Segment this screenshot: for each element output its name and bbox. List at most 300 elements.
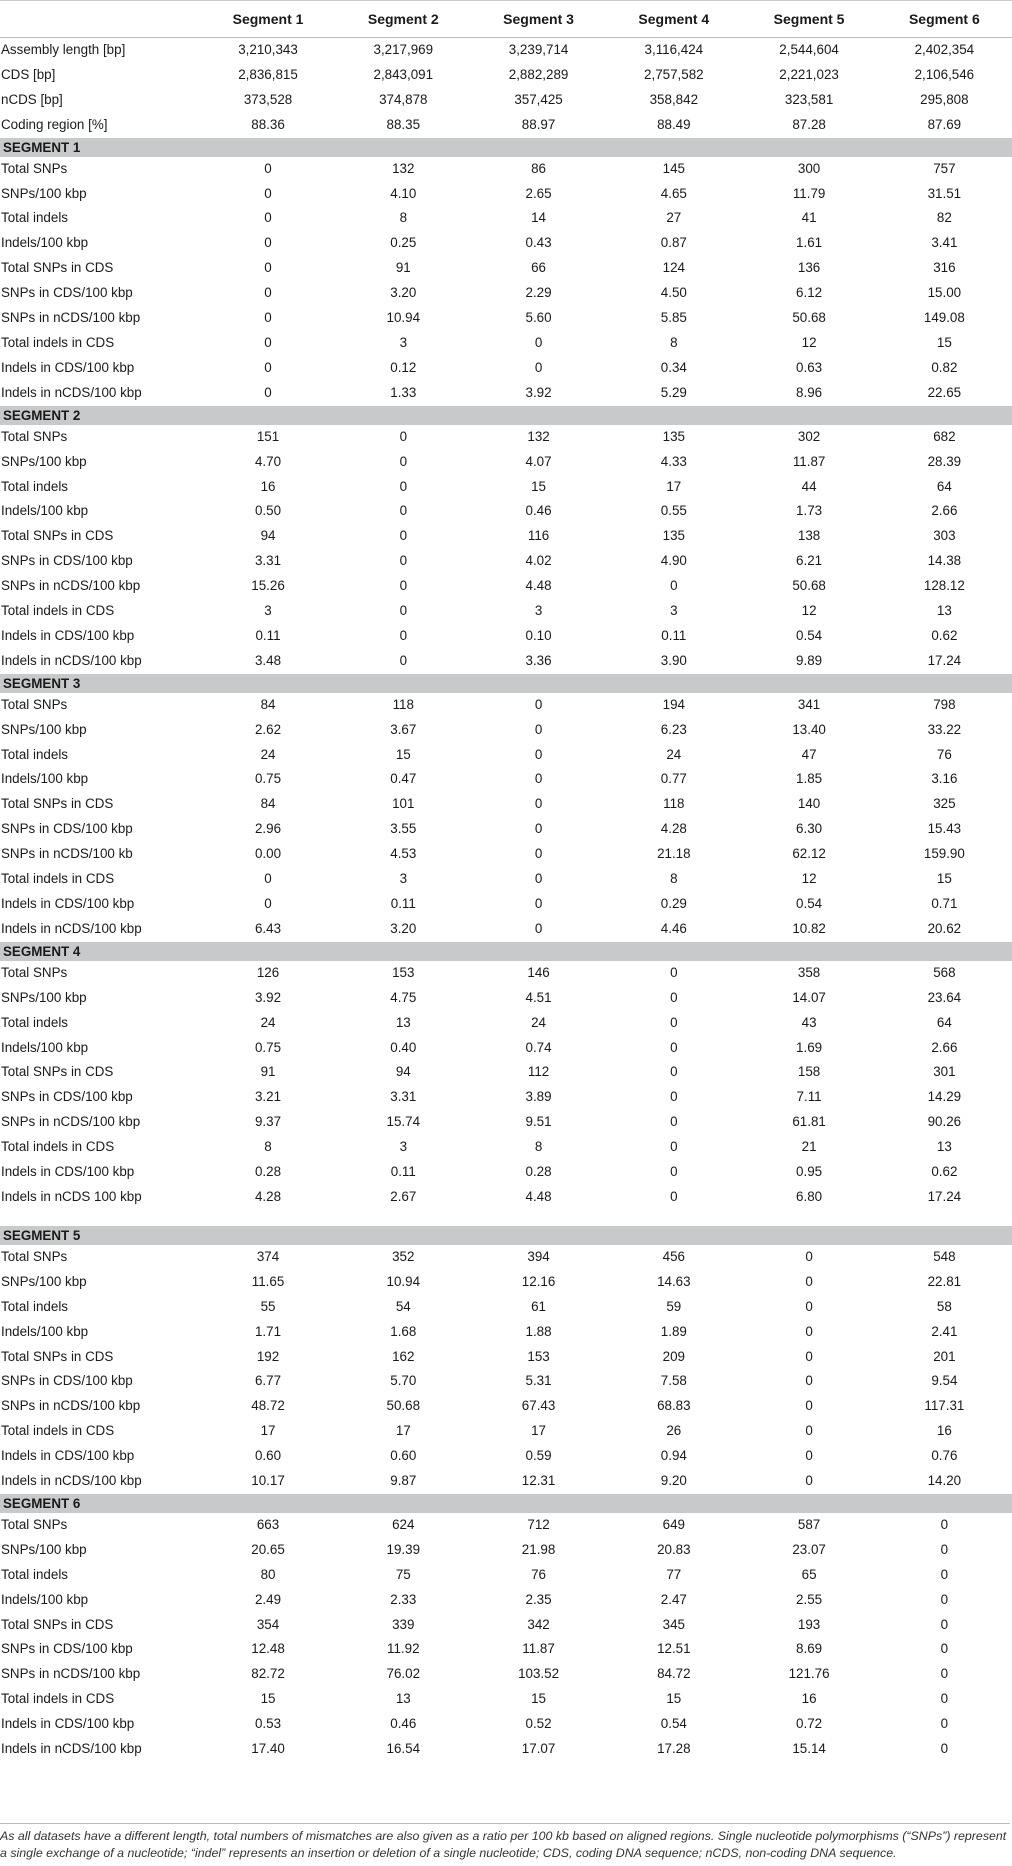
cell-value: 138	[797, 528, 821, 544]
header-row	[0, 1, 1012, 38]
cell-value: 6.23	[660, 721, 687, 737]
cell-value: 3	[399, 1139, 408, 1155]
row-label: Total SNPs in CDS	[1, 1064, 114, 1080]
cell-value: 373,528	[243, 91, 293, 107]
table-row	[0, 1737, 1012, 1762]
cell-value: 15.14	[792, 1741, 826, 1757]
cell-value: 11.79	[792, 185, 826, 201]
cell-value: 0	[805, 1448, 813, 1464]
cell-value: 15	[531, 1691, 546, 1707]
table-row	[0, 231, 1012, 256]
table-row	[0, 306, 1012, 331]
cell-value: 24	[260, 746, 276, 762]
row-label: Assembly length [bp]	[1, 42, 126, 57]
section-header-row	[0, 1226, 1012, 1245]
cell-value: 121.76	[788, 1666, 830, 1682]
cell-value: 17	[260, 1423, 276, 1439]
cell-value: 82.72	[251, 1666, 285, 1682]
row-label: SNPs in nCDS/100 kbp	[1, 578, 141, 594]
cell-value: 0	[670, 578, 678, 594]
row-label: Indels/100 kbp	[1, 235, 89, 251]
cell-value: 341	[797, 696, 821, 712]
cell-value: 0	[805, 1373, 813, 1389]
cell-value: 5.29	[660, 384, 687, 400]
cell-value: 587	[797, 1516, 821, 1532]
cell-value: 0	[940, 1541, 949, 1557]
cell-value: 323,581	[784, 91, 834, 107]
cell-value: 0	[670, 1114, 678, 1130]
cell-value: 153	[392, 964, 415, 980]
cell-value: 5.60	[525, 310, 552, 326]
cell-value: 41	[801, 210, 817, 226]
table-row	[0, 1160, 1012, 1185]
cell-value: 4.28	[660, 821, 687, 837]
cell-value: 17.24	[927, 1188, 962, 1204]
row-label: Total SNPs	[1, 160, 68, 176]
table-row	[0, 792, 1012, 817]
row-label: Indels in CDS/100 kbp	[1, 627, 135, 643]
cell-value: 0	[805, 1298, 813, 1314]
row-label: Total SNPs in CDS	[1, 1616, 114, 1632]
cell-value: 358,842	[649, 91, 699, 107]
row-label: SNPs/100 kbp	[1, 989, 87, 1005]
table-row	[0, 1135, 1012, 1160]
cell-value: 3.92	[254, 989, 282, 1005]
cell-value: 19.39	[386, 1541, 421, 1557]
cell-value: 3.20	[390, 920, 417, 936]
row-label: Indels/100 kbp	[1, 771, 89, 787]
section-title: SEGMENT 4	[0, 942, 1012, 961]
cell-value: 193	[797, 1616, 821, 1632]
row-label: Indels in nCDS 100 kbp	[1, 1188, 142, 1204]
cell-value: 8.96	[796, 384, 823, 400]
row-label: SNPs in CDS/100 kbp	[1, 1641, 133, 1657]
cell-value: 3.92	[525, 384, 552, 400]
cell-value: 11.87	[522, 1641, 555, 1657]
cell-value: 58	[936, 1298, 952, 1314]
cell-value: 84.72	[657, 1666, 691, 1682]
cell-value: 5.31	[525, 1373, 552, 1389]
cell-value: 91	[395, 260, 411, 276]
table-row	[0, 1513, 1012, 1538]
table-row	[0, 624, 1012, 649]
cell-value: 0	[805, 1248, 813, 1264]
cell-value: 12	[801, 603, 817, 619]
cell-value: 2.35	[525, 1591, 552, 1607]
column-header: Segment 6	[877, 1, 1012, 38]
section-header-row	[0, 674, 1012, 693]
cell-value: 4.90	[660, 553, 687, 569]
cell-value: 0	[670, 1164, 678, 1180]
table-row	[0, 1712, 1012, 1737]
cell-value: 0	[399, 652, 408, 668]
cell-value: 17.28	[657, 1741, 691, 1757]
row-label: SNPs in nCDS/100 kbp	[1, 310, 141, 326]
cell-value: 4.51	[525, 989, 552, 1005]
cell-value: 88.97	[521, 116, 556, 132]
cell-value: 151	[256, 428, 280, 444]
cell-value: 568	[933, 964, 956, 980]
cell-value: 0	[534, 359, 543, 375]
cell-value: 0.63	[796, 359, 823, 375]
row-label: Total indels in CDS	[1, 1139, 115, 1155]
row-label: Total SNPs	[1, 428, 68, 444]
row-label: Total indels in CDS	[1, 334, 115, 350]
cell-value: 2,843,091	[373, 66, 434, 82]
column-header: Segment 4	[606, 1, 741, 38]
cell-value: 15	[936, 871, 952, 887]
table-row	[0, 1469, 1012, 1494]
cell-value: 3	[264, 603, 272, 619]
table-row	[0, 599, 1012, 624]
cell-value: 10.94	[386, 1273, 421, 1289]
cell-value: 0.76	[931, 1448, 958, 1464]
table-row	[0, 1060, 1012, 1085]
row-label: SNPs in CDS/100 kbp	[1, 1089, 133, 1105]
cell-value: 316	[933, 260, 956, 276]
cell-value: 20.83	[657, 1541, 691, 1557]
cell-value: 0	[670, 989, 678, 1005]
cell-value: 0.74	[525, 1039, 552, 1055]
cell-value: 3.41	[931, 235, 958, 251]
cell-value: 1.73	[796, 503, 823, 519]
cell-value: 0	[399, 428, 408, 444]
cell-value: 9.87	[390, 1473, 417, 1489]
cell-value: 14.07	[792, 989, 826, 1005]
cell-value: 0	[940, 1691, 949, 1707]
cell-value: 20.65	[251, 1541, 285, 1557]
row-label: Total SNPs	[1, 696, 68, 712]
table-row	[0, 767, 1012, 792]
cell-value: 0.77	[660, 771, 687, 787]
table-row	[0, 574, 1012, 599]
row-label: Indels/100 kbp	[1, 503, 89, 519]
cell-value: 124	[662, 260, 685, 276]
cell-value: 94	[395, 1064, 411, 1080]
spacer-row	[0, 1210, 1012, 1226]
cell-value: 3.21	[254, 1089, 282, 1105]
table-row	[0, 1538, 1012, 1563]
cell-value: 54	[395, 1298, 411, 1314]
section-title: SEGMENT 1	[0, 138, 1012, 157]
table-row	[0, 1295, 1012, 1320]
row-label: SNPs in nCDS/100 kbp	[1, 1114, 141, 1130]
cell-value: 456	[662, 1248, 685, 1264]
cell-value: 2.47	[660, 1591, 687, 1607]
cell-value: 4.07	[525, 453, 552, 469]
cell-value: 0.43	[525, 235, 552, 251]
table-row	[0, 743, 1012, 768]
row-label: Total SNPs	[1, 1248, 68, 1264]
cell-value: 0	[399, 603, 408, 619]
cell-value: 192	[256, 1348, 280, 1364]
cell-value: 2.96	[254, 821, 282, 837]
cell-value: 136	[797, 260, 821, 276]
cell-value: 4.53	[390, 846, 417, 862]
cell-value: 2.41	[931, 1323, 958, 1339]
cell-value: 0	[534, 846, 543, 862]
cell-value: 0.54	[796, 627, 823, 643]
section-header-row	[0, 406, 1012, 425]
cell-value: 2,836,815	[238, 66, 298, 82]
cell-value: 16	[801, 1691, 817, 1707]
cell-value: 17.07	[521, 1741, 556, 1757]
table-row	[0, 842, 1012, 867]
cell-value: 0	[264, 384, 272, 400]
row-label: SNPs in CDS/100 kbp	[1, 553, 133, 569]
cell-value: 4.50	[660, 285, 687, 301]
cell-value: 358	[797, 964, 821, 980]
cell-value: 67.43	[521, 1398, 556, 1414]
cell-value: 14.29	[927, 1089, 962, 1105]
cell-value: 7.58	[660, 1373, 687, 1389]
cell-value: 2.33	[390, 1591, 417, 1607]
cell-value: 325	[933, 796, 956, 812]
cell-value: 159.90	[923, 846, 965, 862]
cell-value: 0	[264, 310, 272, 326]
cell-value: 0	[399, 528, 408, 544]
row-label: SNPs in CDS/100 kbp	[1, 285, 133, 301]
cell-value: 15	[531, 478, 546, 494]
cell-value: 0	[534, 721, 543, 737]
cell-value: 0.29	[660, 896, 687, 911]
cell-value: 3.67	[390, 721, 417, 737]
cell-value: 158	[797, 1064, 821, 1080]
cell-value: 26	[666, 1423, 682, 1439]
section-title: SEGMENT 5	[0, 1226, 1012, 1245]
cell-value: 2.55	[796, 1591, 823, 1607]
cell-value: 9.54	[931, 1373, 958, 1389]
row-label: Total indels in CDS	[1, 603, 115, 619]
cell-value: 0	[805, 1273, 813, 1289]
row-label: Indels in CDS/100 kbp	[1, 1716, 135, 1732]
cell-value: 86	[531, 160, 546, 176]
cell-value: 14.63	[657, 1273, 691, 1289]
cell-value: 0.11	[390, 1164, 416, 1180]
cell-value: 0.71	[931, 896, 958, 911]
cell-value: 12.16	[521, 1273, 556, 1289]
cell-value: 117.31	[924, 1398, 965, 1414]
cell-value: 103.52	[518, 1666, 560, 1682]
cell-value: 0	[264, 285, 272, 301]
cell-value: 0	[940, 1516, 949, 1532]
cell-value: 3.48	[254, 652, 282, 668]
cell-value: 7.11	[796, 1089, 822, 1105]
cell-value: 0.54	[796, 896, 823, 911]
cell-value: 8	[670, 871, 678, 887]
cell-value: 9.20	[660, 1473, 687, 1489]
cell-value: 1.33	[390, 384, 417, 400]
cell-value: 62.12	[792, 846, 826, 862]
cell-value: 0	[534, 746, 543, 762]
cell-value: 374	[256, 1248, 280, 1264]
cell-value: 0.28	[254, 1164, 282, 1180]
table-row	[0, 450, 1012, 475]
cell-value: 0	[940, 1641, 949, 1657]
cell-value: 21.98	[521, 1541, 556, 1557]
cell-value: 3	[399, 871, 408, 887]
cell-value: 2,882,289	[508, 66, 569, 82]
cell-value: 4.10	[390, 185, 417, 201]
cell-value: 0.75	[254, 1039, 282, 1055]
cell-value: 16	[260, 478, 276, 494]
cell-value: 2.66	[931, 503, 958, 519]
cell-value: 14	[531, 210, 546, 226]
column-header: Segment 1	[200, 1, 335, 38]
cell-value: 354	[256, 1616, 280, 1632]
cell-value: 0	[264, 185, 272, 201]
cell-value: 22.81	[927, 1273, 962, 1289]
cell-value: 1.89	[660, 1323, 687, 1339]
cell-value: 1.88	[525, 1323, 552, 1339]
row-label: Total SNPs in CDS	[1, 1348, 114, 1364]
section-header-row	[0, 942, 1012, 961]
table-row	[0, 356, 1012, 381]
cell-value: 0.28	[525, 1164, 552, 1180]
row-label: Indels in nCDS/100 kbp	[1, 652, 142, 668]
section-header-row	[0, 138, 1012, 157]
cell-value: 3.20	[390, 285, 417, 301]
cell-value: 301	[933, 1064, 956, 1080]
cell-value: 75	[395, 1566, 411, 1582]
table-row	[0, 88, 1012, 113]
cell-value: 8	[264, 1139, 272, 1155]
cell-value: 6.30	[796, 821, 823, 837]
cell-value: 132	[527, 428, 550, 444]
cell-value: 77	[666, 1566, 682, 1582]
row-label: Total SNPs in CDS	[1, 796, 114, 812]
cell-value: 0.11	[661, 627, 687, 643]
table-row	[0, 1270, 1012, 1295]
cell-value: 16	[936, 1423, 952, 1439]
cell-value: 15.74	[386, 1114, 421, 1130]
cell-value: 82	[936, 210, 952, 226]
row-label: nCDS [bp]	[1, 91, 63, 107]
table-row	[0, 113, 1012, 138]
cell-value: 64	[936, 478, 952, 494]
cell-value: 3	[534, 603, 543, 619]
table-row	[0, 549, 1012, 574]
cell-value: 6.12	[796, 285, 823, 301]
row-label: Total indels in CDS	[1, 1691, 115, 1707]
cell-value: 4.65	[660, 185, 687, 201]
cell-value: 10.82	[792, 920, 826, 936]
row-label: Coding region [%]	[1, 116, 108, 132]
cell-value: 0	[399, 578, 408, 594]
cell-value: 8.69	[796, 1641, 823, 1657]
cell-value: 302	[797, 428, 821, 444]
cell-value: 0	[805, 1398, 813, 1414]
table-row	[0, 381, 1012, 406]
row-label: Total indels	[1, 1298, 68, 1314]
cell-value: 12	[801, 871, 817, 887]
row-label: Total SNPs	[1, 1516, 68, 1532]
cell-value: 342	[527, 1616, 550, 1632]
cell-value: 11.65	[251, 1273, 285, 1289]
cell-value: 15.26	[251, 578, 285, 594]
cell-value: 10.17	[251, 1473, 285, 1489]
cell-value: 2,544,604	[779, 42, 839, 57]
cell-value: 682	[933, 428, 956, 444]
cell-value: 0	[264, 235, 272, 251]
cell-value: 3,217,969	[373, 42, 434, 57]
cell-value: 88.49	[657, 116, 691, 132]
cell-value: 48.72	[251, 1398, 285, 1414]
cell-value: 0	[534, 920, 543, 936]
cell-value: 1.68	[390, 1323, 417, 1339]
cell-value: 135	[662, 428, 685, 444]
cell-value: 153	[527, 1348, 550, 1364]
cell-value: 0.55	[660, 503, 687, 519]
cell-value: 44	[801, 478, 817, 494]
cell-value: 88.36	[251, 116, 285, 132]
table-row	[0, 1110, 1012, 1135]
cell-value: 1.61	[796, 235, 823, 251]
cell-value: 2.62	[254, 721, 282, 737]
cell-value: 13	[936, 1139, 952, 1155]
cell-value: 295,808	[920, 91, 969, 107]
cell-value: 2.67	[390, 1188, 417, 1204]
cell-value: 132	[392, 160, 415, 176]
row-label: Total SNPs in CDS	[1, 260, 114, 276]
cell-value: 101	[392, 796, 415, 812]
cell-value: 0	[264, 871, 272, 887]
cell-value: 146	[527, 964, 550, 980]
row-label: Total SNPs	[1, 964, 68, 980]
cell-value: 0	[805, 1423, 813, 1439]
cell-value: 17.40	[251, 1741, 285, 1757]
cell-value: 757	[933, 160, 956, 176]
cell-value: 0.75	[254, 771, 282, 787]
cell-value: 3.31	[254, 553, 282, 569]
cell-value: 6.80	[796, 1188, 823, 1204]
section-header-row	[0, 1494, 1012, 1513]
cell-value: 15	[666, 1691, 682, 1707]
cell-value: 50.68	[386, 1398, 421, 1414]
cell-value: 13	[395, 1691, 411, 1707]
cell-value: 3,239,714	[508, 42, 569, 57]
cell-value: 13	[395, 1014, 411, 1030]
cell-value: 624	[392, 1516, 415, 1532]
table-footnote: As all datasets have a different length, total numbers of mismatches are also given as a ratio per 100 kb based on aligned regions. Single nucleotide polymorphisms (“SNPs”) represent a single exchange of a nucleotide; “indel” represents an insertion or deletion of a single nucleotide; CDS, coding DNA sequence; nCDS, non-coding DNA sequence.	[0, 1823, 1010, 1862]
cell-value: 4.48	[525, 578, 552, 594]
cell-value: 0	[264, 359, 272, 375]
cell-value: 0	[805, 1323, 813, 1339]
cell-value: 0.12	[390, 359, 417, 375]
table-row	[0, 499, 1012, 524]
table-row	[0, 256, 1012, 281]
cell-value: 0	[399, 553, 408, 569]
cell-value: 55	[260, 1298, 276, 1314]
cell-value: 0	[534, 871, 543, 887]
cell-value: 33.22	[927, 721, 962, 737]
cell-value: 2,221,023	[779, 66, 839, 82]
table-row	[0, 1369, 1012, 1394]
table-row	[0, 718, 1012, 743]
cell-value: 128.12	[923, 578, 965, 594]
cell-value: 6.21	[796, 553, 823, 569]
cell-value: 76	[531, 1566, 546, 1582]
cell-value: 116	[527, 528, 550, 544]
cell-value: 0	[264, 896, 272, 911]
table-row	[0, 1345, 1012, 1370]
row-label: Indels in CDS/100 kbp	[1, 1448, 135, 1464]
cell-value: 0.47	[390, 771, 417, 787]
table-row	[0, 892, 1012, 917]
table-body	[0, 38, 1012, 1763]
cell-value: 0	[805, 1348, 813, 1364]
cell-value: 21	[801, 1139, 817, 1155]
